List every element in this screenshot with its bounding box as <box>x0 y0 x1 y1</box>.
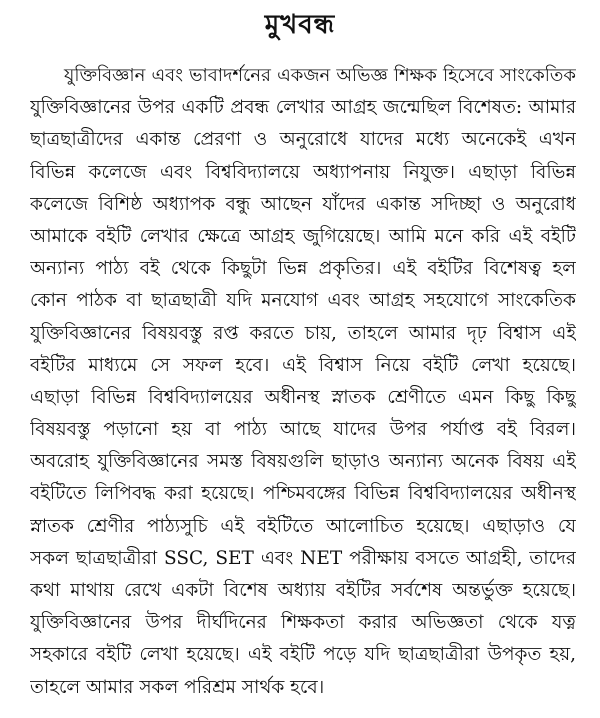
text-line: অবরোহ যুক্তিবিজ্ঞানের সমস্ত বিষয়গুলি ছাড়াও অন্যান্য অনেক বিষয় এই <box>30 451 576 473</box>
text-line: বইটির মাধ্যমে সে সফল হবে। এই বিশ্বাস নিয়ে বইটি লেখা হয়েছে। <box>30 354 576 376</box>
text-line: তাহলে আমার সকল পরিশ্রম সার্থক হবে। <box>30 676 325 698</box>
text-line: কোন পাঠক বা ছাত্রছাত্রী যদি মনযোগ এবং আগ্রহ সহযোগে সাংকেতিক <box>30 290 576 312</box>
text-line: সকল ছাত্রছাত্রীরা SSC, SET এবং NET পরীক্ষায় বসতে আগ্রহী, তাদের <box>30 547 576 569</box>
text-line: এছাড়া বিভিন্ন বিশ্ববিদ্যালয়ের অধীনস্থ স্নাতক শ্রেণীতে এমন কিছু কিছু <box>30 386 576 408</box>
text-line: স্নাতক শ্রেণীর পাঠ্যসুচি এই বইটিতে আলোচিত হয়েছে। এছাড়াও যে <box>30 515 576 537</box>
text-line: বইটিতে লিপিবদ্ধ করা হয়েছে। পশ্চিমবঙ্গের বিভিন্ন বিশ্ববিদ্যালয়ের অধীনস্থ <box>30 483 576 505</box>
text-line: সহকারে বইটি লেখা হয়েছে। এই বইটি পড়ে যদি ছাত্রছাত্রীরা উপকৃত হয়, <box>30 644 576 666</box>
text-line: যুক্তিবিজ্ঞানের উপর দীর্ঘদিনের শিক্ষকতা করার অভিজ্ঞতা থেকে যত্ন <box>30 612 576 634</box>
text-line: যুক্তিবিজ্ঞানের উপর একটি প্রবন্ধ লেখার আগ্রহ জন্মেছিল বিশেষত: আমার <box>30 97 576 119</box>
text-line: ছাত্রছাত্রীদের একান্ত প্রেরণা ও অনুরোধে যাদের মধ্যে অনেকেই এখন <box>30 129 576 151</box>
preface-paragraph <box>30 60 576 704</box>
page-title: মুখবন্ধ <box>264 10 336 40</box>
text-line: অন্যান্য পাঠ্য বই থেকে কিছুটা ভিন্ন প্রকৃতির। এই বইটির বিশেষত্ব হল <box>30 258 576 280</box>
text-line: কলেজে বিশিষ্ঠ অধ্যাপক বন্ধু আছেন যাঁদের একান্ত সদিচ্ছা ও অনুরোধ <box>30 193 576 215</box>
text-line: যুক্তিবিজ্ঞান এবং ভাবাদর্শনের একজন অভিজ্ঞ শিক্ষক হিসেবে সাংকেতিক <box>64 65 576 86</box>
text-line: যুক্তিবিজ্ঞানের বিষয়বস্তু রপ্ত করতে চায়, তাহলে আমার দৃঢ় বিশ্বাস এই <box>30 322 576 344</box>
text-line: কথা মাথায় রেখে একটা বিশেষ অধ্যায় বইটির সর্বশেষ অন্তর্ভুক্ত হয়েছে। <box>30 580 576 601</box>
text-line: বিভিন্ন কলেজে এবং বিশ্ববিদ্যালয়ে অধ্যাপনায় নিযুক্ত। এছাড়া বিভিন্ন <box>30 161 576 183</box>
text-line: আমাকে বইটি লেখার ক্ষেত্রে আগ্রহ জুগিয়েছে। আমি মনে করি এই বইটি <box>30 225 576 247</box>
text-line: বিষয়বস্তু পড়ানো হয় বা পাঠ্য আছে যাদের উপর পর্যাপ্ত বই বিরল। <box>30 419 576 441</box>
